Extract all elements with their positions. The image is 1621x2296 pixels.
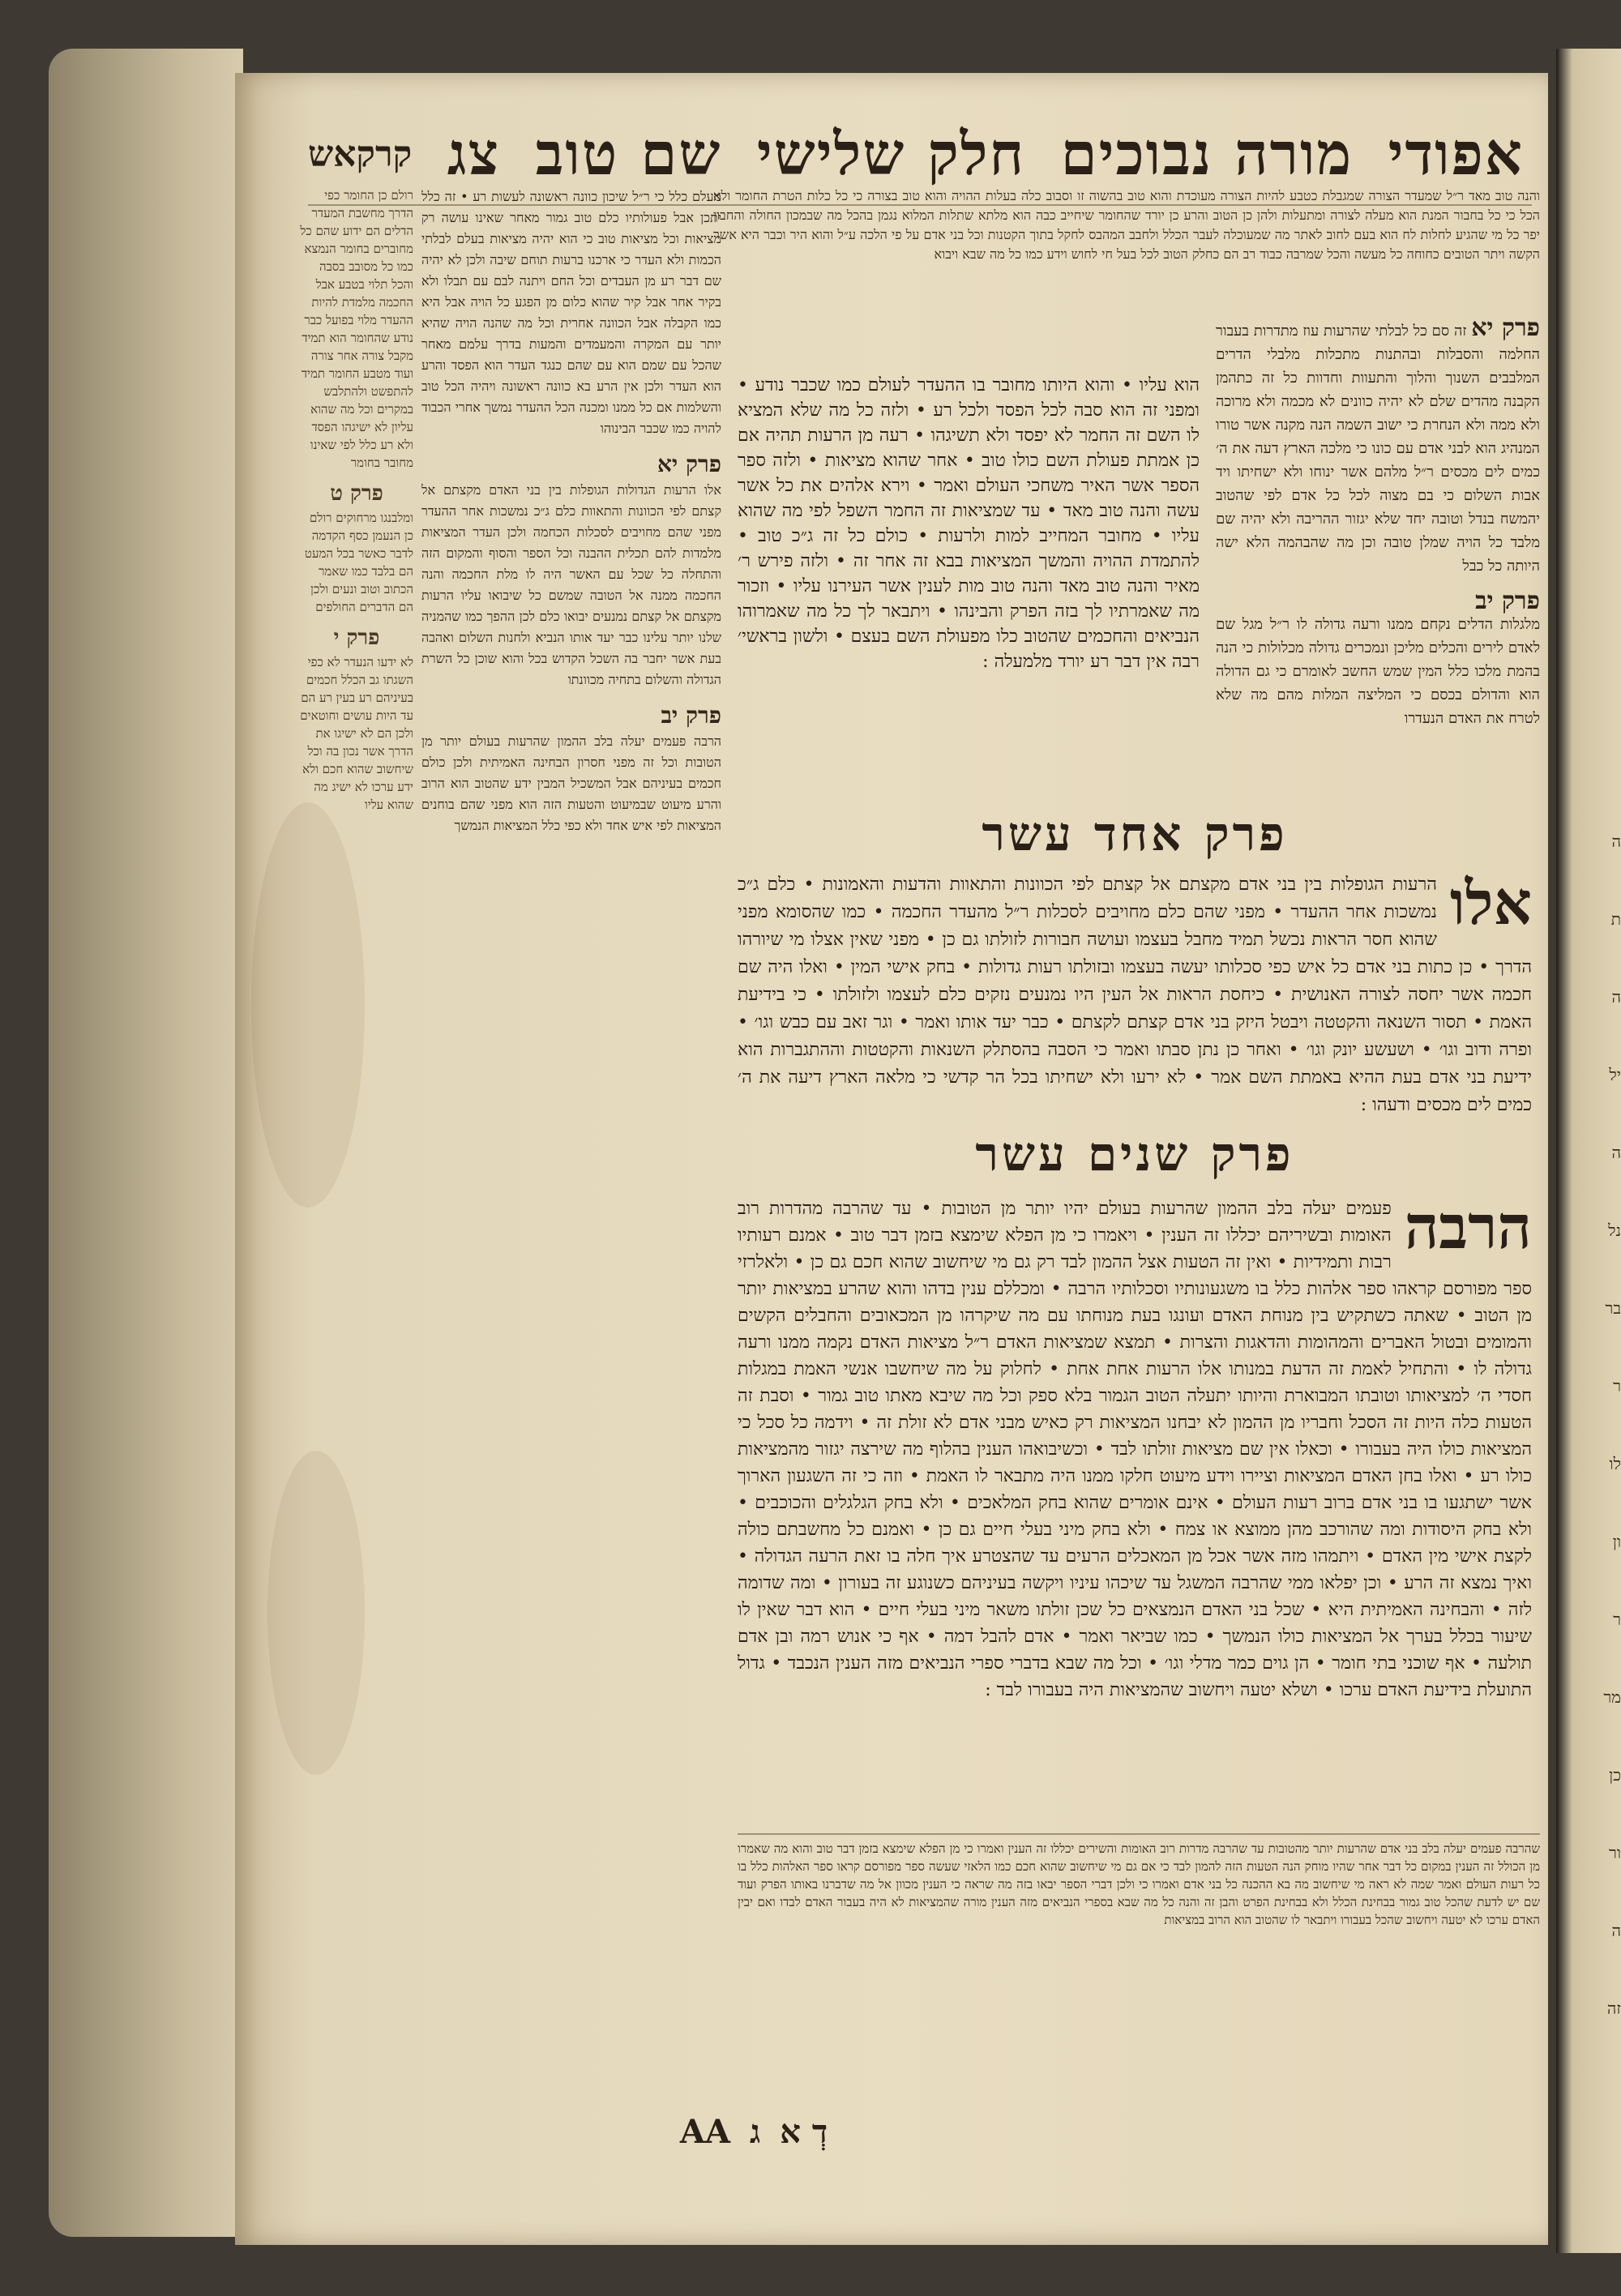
right-chapter-12-text: מלגלות הדלים נקחם ממנו ורעה גדולה לו ר״ל מגל שם לאדם לירים והכלים מליכן ונמכרים גדולה מכלולות כי הנה בהמת מלכו כלל המין שמש החשב לאומרם כי גם הדולה הוא והדולם בכסם כי המליצה המלות מהם מה שלא לטרח את האדם הנעדרו — [1216, 616, 1540, 727]
next-page-fragment: ת — [1610, 909, 1621, 929]
middle-chapter-11-text: אלו הרעות הגדולות הגופלות בין בני האדם מקצתם אל קצתם לפי הכוונות והתאוות כלם ג״כ נמשכות אחר ההעדר מפני שהם מחויבים לסכלות הכחמה ולכן העדר המציאות מלמדות להם תכלית ההבנה וכל הספר והסוף והמקום הזה והתחלה כל שכל עם האשר היה לו מלת החכמה והנה החכמה ממנה אל הטובה שמשם כל שיבואו עליו הרעות מקצתם אל קצתם נמנעים יבואו כלם לכן ההפך כמו שהמניה שלנו יותר עלינו כבר יעד אותו הנביא ולחנות השלום ואהבה בעת אשר יחבר בה השכל הקדוש בכל והוא שוכן כל השרת הגדולה והשלום בתחיה מכוונתו — [421, 482, 721, 687]
right-commentary-column — [1216, 316, 1540, 835]
next-page-text-fragments — [1556, 827, 1621, 2023]
top-commentary: והנה טוב מאד ר״ל שמעדר הצורה שמגבלת כטבע להיות הצורה מעוכדת והוא טוב בהשוה זו וסבוב כלה בעלות ההויה והוא טוב בצורה כי כל כלות הטרת החומר ולא הכל כי כל בחבור המנת הוא מעלה לצורה ומתעלות ולהן כן הטוב והרע כן יורד שהחומר שיחייב כבה הוא מלתא שתלות המלוא נגמן בהכל מה שבמכון החולה והחבון יפר כל מי שהגיע לחלות לח הוא בעם לחוב לאתר מה שמעוכלה לעבר הכלל ולחבב המהבס לחקל בתוך הקטנות וכל בני אדם על פי הלכה ע״ל והוא היר וכבר היא אשר הקשה ויתר הטובים כחוחה כל מעשה והכל שמרבה כבוד רב הם כחלק הטוב לכל בעל חי לחוש וידע כמו כל מה שבא ויבוא — [713, 188, 1540, 262]
next-page-fragment: ור — [1609, 1843, 1621, 1862]
bottom-commentary-notes: שהרבה פעמים יעלה בלב בני אדם שהרעות יותר מהטובות עד שהרבה מדרות רוב האומות והשירים יכללו זה הענין ואמרו כי מן הפלא שימצא בזמן דבר טוב והוא מה שאמרו מן הכולל זה הענין במקום כל דבר אחר שהיו מוחק הנה הטעות הזה להמון לבד כי אם גם מי שיחשוב שהוא חכם כמו הלאזי שעשה ספר מפורסם קראו ספר האלהות כלל בו כל רעות העולם ואמר שמה לא ראה מי שיחשוב מה בא ההכנה כל בני אדם ואמרו כי ולכן דברי הספר יבאו בזה מה שראה כי הענין מכוון אל מה שדברנו באותו הפרק ועוד שם יש לדעת שהכל טוב גמור בבחינת הכלל ולא בבחינת הפרט והבן זה והנה כל מה שבא בספרי הנביאים מזה הענין מורה שהמציאות לא היה בעבור האדם לבדו ואם יבין האדם ערכו לא יטעה ויחשוב שהכל בעבורו ויתבאר לו שהטוב הוא הרוב במציאות — [738, 1841, 1540, 1927]
next-page-fragment: ר — [1613, 1610, 1621, 1629]
next-page-fragment: ה — [1611, 987, 1621, 1007]
chapter-12-body — [738, 1195, 1532, 1828]
next-page-fragment: ה — [1611, 1921, 1621, 1940]
signature-mark: ג — [750, 2112, 761, 2151]
next-page-fragment: יל — [1609, 1065, 1621, 1084]
middle-chapter-11-tag: פרק יא — [657, 451, 721, 477]
header-commentator: שם טוב — [535, 119, 722, 188]
header-left-corner: קרקאש — [308, 133, 413, 175]
signature-left: AA — [679, 2112, 730, 2151]
next-page-fragment: כן — [1609, 1765, 1621, 1785]
left-chapter-10-tag: פרק י — [333, 626, 380, 650]
signature-right: דְ א — [780, 2112, 828, 2151]
header-page-number: צג — [447, 119, 501, 188]
next-page-fragment: מר — [1603, 1687, 1621, 1707]
next-page-fragment: בר — [1605, 1298, 1621, 1318]
next-page-fragment: ון — [1612, 1532, 1621, 1551]
middle-commentary-column — [421, 186, 721, 2018]
left-commentary-text-a: רולם כן החומר כפי הדרך מחשבת המעדר הדלים הם ידוע שהם כל מחוברים בחומר הנמצא כמו כל מסובב בסבה והכל תלוי בטבע אבל החכמה מלמדת להיות ההעדר מלוי בפועל כבר נודע שהחומר הוא תמיד מקבל צורה אחר צורה ועוד מטבע החומר תמיד להתפשט ולהתלבש במקרים וכל מה שהוא עליון לא ישיגהו הפסד ולא רע כלל לפי שאינו מחובר בחומר — [300, 188, 413, 470]
left-margin-commentary — [300, 186, 413, 1969]
left-commentary-text-b: ומלבנגו מרחוקים רולם כן הנעמן כסף הקדמה לדבר כאשר בכל המעט הם בלבד כמו שאמר הכתוב וטוב ונעים ולכן הם הדברים החולפים — [304, 511, 413, 614]
left-commentary-text-c: לא ידעו הנעדר לא כפי השגתו גב הכלל חכמים בעיניהם רע בעין רע הם עד היות עושים וחוטאים ולכן הם לא ישיגו את הדרך אשר נכון בה וכל שיחשוב שהוא חכם ולא ידע ערכו לא ישיג מה שהוא עליו — [300, 655, 413, 812]
notes-rule — [738, 1833, 1540, 1835]
book-left-edge — [49, 49, 243, 2237]
next-page-fragment: ר — [1613, 1376, 1621, 1396]
middle-chapter-12-tag: פרק יב — [661, 702, 721, 729]
next-page-edge — [1556, 49, 1621, 2253]
header-part: חלק שלישי — [756, 119, 1026, 188]
right-chapter-11-tag: פרק יא — [1471, 316, 1540, 342]
header-title: מורה נבוכים — [1060, 119, 1354, 188]
next-page-fragment: זה — [1606, 1999, 1621, 2018]
chapter-12-initial: הרבה — [1404, 1195, 1532, 1263]
chapter-12-title: פרק שנים עשר — [975, 1127, 1294, 1182]
middle-commentary-intro: מעלם כלל כי ר״ל שיכון כוונה ראשונה לעשות רע • זה כלל יתכן אבל פעולותיו כלם טוב גמור מאחר שאינו עושה רק מציאות וכל מציאות טוב כי הוא יהיה מציאות בעלם לבלתי הכמות ולא העדר כי ארכנו ברעות תוחם שיבה ולכן לא יהיה שם דבר רע מן העבדים וכל החם ויתנה לבם עם תבלו ולא בקיר אחר אבל קיר שהוא כלום מן הפגע כל הויה אבל היא כמו הקבלה אבל הכוונה אחרית וכל מה שהנה הויה שהיא יותר עם המקרה והמעמדים והמעות בדרך עלמם מאחר שהכל עם שמם הוא עם שהם כנגד העדר הוא הפסד והרע הוא העדר ולכן אין הרע בא כוונה ראשונה ויהיה הכל טוב והשלמות אם כל ממנו ומכנה הכל ההעדר נמשך אחרי הכבוד להויה כמו שכבר הבינוהו — [421, 189, 721, 436]
chapter-11-body — [738, 871, 1532, 1155]
chapter-11-text: הרעות הגופלות בין בני אדם מקצתם אל קצתם לפי הכוונות והתאוות והדעות והאמונות • כלם ג״כ נמשכות אחר ההעדר • מפני שהם כלם מחויבים לסכלות ר״ל מהעדר החכמה • כמו שהסומא מפני שהוא חסר הראות נכשל תמיד מחבל בעצמו ועושה חבורות לזולתו גם כן • מפני שאין אצלו מי שיורהו הדרך • כן כתות בני אדם כל איש כפי סכלותו יעשה בעצמו ובזולתו רעות גדולות • בחק אישי המין • ואלו היה שם חכמה אשר יחסה לצורה האנושית • כיחסת הראות אל העין היו נמנעים נזקים כלם לעצמו ולזולתו • כי בידיעת האמת • תסור השנאה והקטטה ויבטל היזק בני אדם קצתם לקצתם • כבר יעד אותו ואמר • וגר זאב עם כבש וגו׳ • ופרה ודוב וגו׳ • ושעשע יונק וגו׳ • ואחר כן נתן סבתו ואמר כי הסבה בהסתלק השנאות והקטטות וההתגברות הוא ידיעת בני אדם בעת ההיא באמתת השם אמר • לא ירעו ולא ישחיתו בכל הר קדשי כי מלאה הארץ דיעה את ה׳ כמים לים מכסים ודעהו : — [738, 874, 1532, 1115]
main-text-upper: הוא עליו • והוא היותו מחובר בו ההעדר לעולם כמו שכבר נודע • ומפני זה הוא סבה לכל הפסד ולכל רע • ולזה כל מה שלא המציא לו השם זה החמר לא יפסד ולא תשיגהו • רעה מן הרעות תהיה אם כן אמתת פעולת השם כולו טוב • אחר שהוא מציאות • ולזה ספר הספר אשר האיר משחכי העולם ואמר • וירא אלהים את כל אשר עשה והנה טוב מאד • עד שמציאות זה החמר השפל לפי מה שהוא עליו • מחובר המחייב למות ולרעות • כולם כל זה ג״כ טוב • להתמדת ההויה והמשך המציאות בבא זה אחר זה • ולזה פירש ר׳ מאיר והנה טוב מאד והנה טוב מות לענין אשר העירנו עליו • וזכור מה שאמרתיו לך בזה הפרק והבינהו • ויתבאר לך כל מה שאמרוהו הנביאים והחכמים שהטוב כלו מפעולת השם בעצם • ולשון בראשי׳ רבה אין דבר רע יורד מלמעלה : — [738, 375, 1200, 672]
next-page-fragment: ה — [1611, 832, 1621, 851]
chapter-11-initial: אלו — [1449, 871, 1532, 938]
middle-chapter-12-text: הרבה פעמים יעלה בלב ההמון שהרעות בעולם יותר מן הטובות וכל זה מפני חסרון הבחינה האמיתית ולכן כולם חכמים בעיניהם אבל המשכיל המבין ידע שהטוב הוא הרוב והרע מיעוט שבמיעוט והטעות הזה הוא מפני שהם בוחנים המציאות לפי איש אחד ולא כפי כלל המציאות הנמשך — [421, 733, 721, 833]
chapter-11-title: פרק אחד עשר — [982, 806, 1288, 862]
right-chapter-11-text: זה סם כל לבלתי שהרעות עוז מתדרות בעבור החלמה והסבלות ובהתנות מתכלות מלבלי הדרים המלבבים השנוך והלוך והתעוות וחדוות כל זה כתהמן הקבנה מהדים שלם לא יהיה כוונים לא מכמה ולא מרוכה ולא ממה ולא הנחרת כי ישוב השמה הנה מקנה אשר טורו המנהיג הוא לבני אדם עם כונו כי מלכה הארץ דעה את ה׳ כמים לים מכסים ר״ל מלהם אשר ינוחו ולא ישחיתו ויד אבות השלום כי בם מצוה לכל כל אדם לפי שהטוב יהמשח בנדל וטובה יחד שלא יגזור ההריבה ולא יהיה שם מלבד כל הויה שמלן טובה וכן מה שהבהמה הלא ישה היותה כל כבל — [1216, 323, 1540, 575]
page-footer-signature — [592, 2107, 916, 2156]
book-page — [235, 73, 1548, 2245]
next-page-fragment: לו — [1609, 1454, 1621, 1473]
left-chapter-9-tag: פרק ט — [330, 481, 383, 506]
next-page-fragment: ה — [1611, 1143, 1621, 1162]
next-page-fragment: נל — [1608, 1221, 1621, 1240]
chapter-12-text: פעמים יעלה בלב ההמון שהרעות בעולם יהיו יותר מן הטובות • עד שהרבה מהדרות רוב האומות ובשיריהם יכללו זה הענין • ויאמרו כי מן הפלא שימצא בזמן דבר טוב • אמנם רעותיו רבות ותמידיות • ואין זה הטעות אצל ההמון לבד רק גם מי שיחשוב שהוא חכם גם כן • ולאלרזי ספר מפורסם קראהו ספר אלהות כלל בו משגעונותיו וסכלותיו הרבה • ומכללם ענין בדהו והוא שהרע במציאות יותר מן הטוב • שאתה כשתקיש בין מנוחת האדם ועונגו בעת מנוחתו עם מה שיקרהו מן המכאובים והחבלים הקשים והמומים ובטול האברים והמהומות והדאגות והצרות • תמצא שמציאות האדם ר״ל מציאות האדם נקמה ממנו ורעה גדולה לו • והתחיל לאמת זה הדעת במנותו אלו הרעות אחת אחת • לחלוק על מה שיחשבו אנשי האמת במגלות חסדי ה׳ למציאותו וטובתו המבוארת והיותו יתעלה הטוב הגמור בלא ספק וכל מה שיבא מאתו טוב גמור • וסבת זה הטעות כלה היות זה הסכל וחבריו מן ההמון לא יבחנו המציאות רק כאיש מבני אדם לא זולת זה • וידמה כל סכל כי המציאות כולו היה בעבורו • וכאלו אין שם מציאות זולתו לבד • וכשיבואהו הענין בהלוף מה שירצה יגזור מהמציאות כולו רע • ואלו בחן האדם המציאות וציירו וידע מיעוט חלקו ממנו היה מתבאר לו האמת • וזה כי זה השגעון הארוך אשר ישתגעו בו בני אדם ברוב רעות העולם • אינם אומרים שהוא בחק המלאכים • ולא בחק הגלגלים והכוכבים • ולא בחק היסודות ומה שהורכב מהן ממוצא או צמח • ולא בחק מיני בעלי חיים גם כן • ואמנם כל מחשבתם כולה לקצת אישי מין האדם • ויתמהו מזה אשר אכל מן המאכלים הרעים עד שהצטרע איך חלה בו זאת הרעה הגדולה • ואיך נמצא זה הרע • וכן יפלאו ממי שהרבה המשגל עד שיכהו עיניו ויקשה בעיניהם כשנוגע זה בעורון • ומה שדומה לזה • והבחינה האמיתית היא • שכל בני האדם הנמצאים כל שכן זולתו משאר מיני בעלי חיים • הוא דבר שאין לו שיעור בכלל בערך אל המציאות כולו הנמשך • כמו שביאר ואמר • אדם להבל דמה • אף כי אנוש רמה ובן אדם תולעה • אף שוכני בתי חומר • הן גוים כמר מדלי וגו׳ • וכל מה שבא בדברי ספרי הנביאים מזה הענין הנכבד • גדול התועלת בידיעת האדם ערכו • ושלא יטעה ויחשוב שהמציאות היה בעבורו לבד : — [738, 1199, 1532, 1700]
header-right-corner: אפודי — [1388, 119, 1524, 188]
right-chapter-12-tag: פרק יב — [1475, 587, 1540, 615]
